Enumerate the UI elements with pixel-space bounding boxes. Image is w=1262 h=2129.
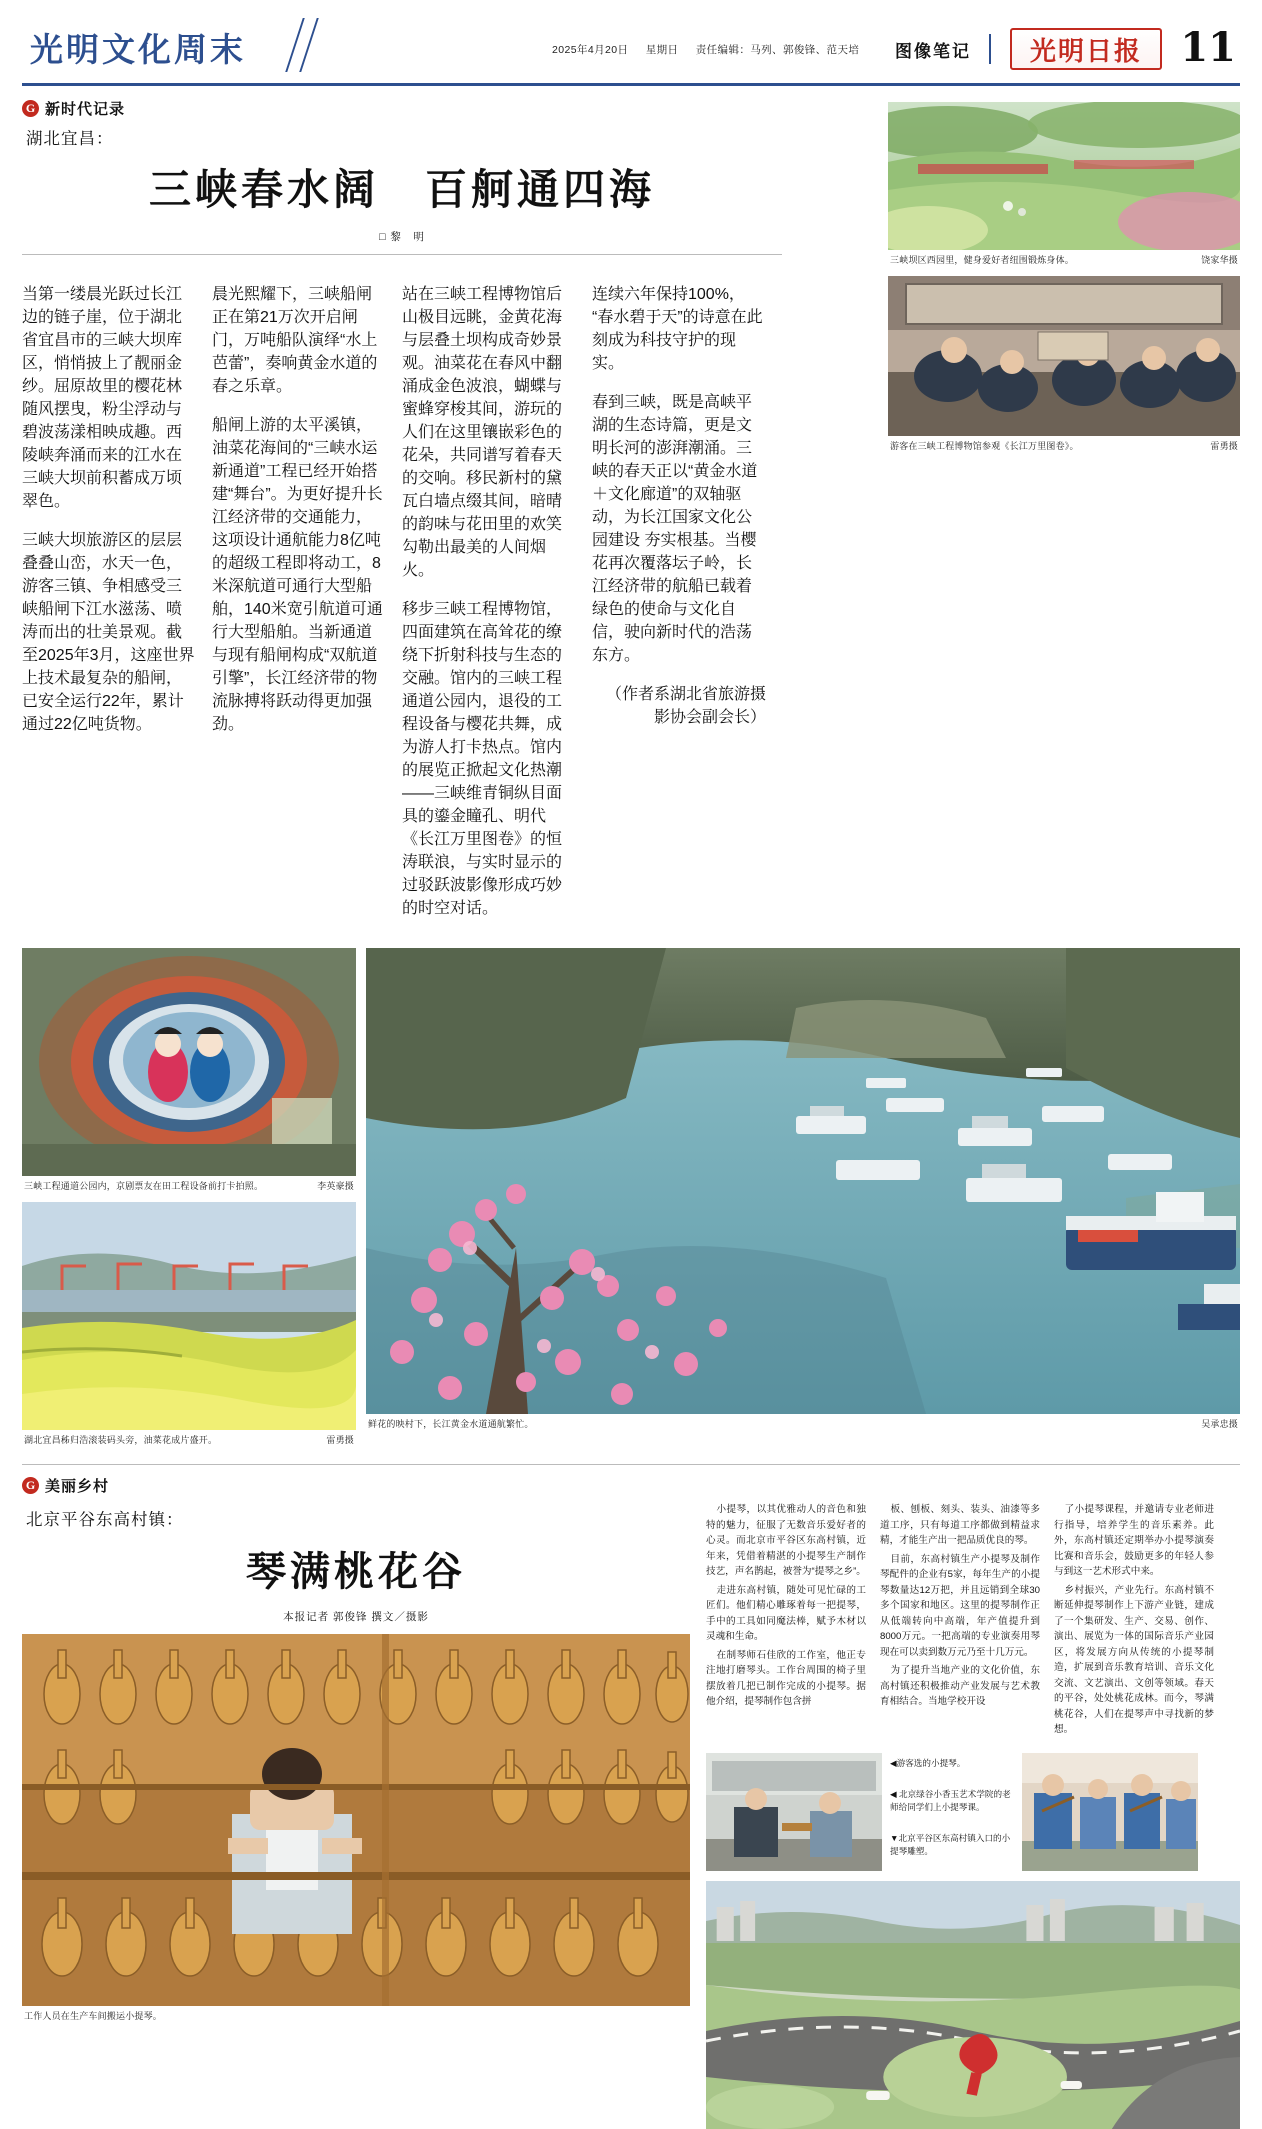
story1-label-text: 新时代记录 <box>45 101 126 118</box>
photo-museum-visitors <box>888 276 1240 436</box>
paragraph: 走进东高村镇，随处可见忙碌的工匠们。他们精心雕琢着每一把提琴，手中的工具如同魔法棒，赋予木材以灵魂和生命。 <box>706 1584 866 1643</box>
paragraph: 移步三峡工程博物馆，四面建筑在高耸花的缭绕下折射科技与生态的交融。馆内的三峡工程通道公园内，退役的工程设备与樱花共舞，成为游人打卡热点。馆内的展览正掀起文化热潮——三峡维青铜纵目面具的鎏金瞳孔、明代《长江万里图卷》的恒涛联浪，与实时显示的过驳跃波影像形成巧妙的时空对话。 <box>402 601 563 917</box>
photo-credit: 雷勇摄 <box>326 1435 354 1445</box>
photo-yangtze-ships-caption <box>366 1414 1240 1430</box>
paragraph: 了小提琴课程，并邀请专业老师进行指导，培养学生的音乐素养。此外，东高村镇还定期举办小提琴演奏比赛和音乐会，鼓励更多的年轻人参与到这一艺术形式中来。 <box>1054 1504 1214 1578</box>
section-name: 图像笔记 <box>877 34 991 64</box>
story2-photo-row <box>706 1753 1240 1871</box>
paragraph: 在制琴师石佳欣的工作室，他正专注地打磨琴头。工作台周围的椅子里摆放着几把已制作完成的小提琴。据他介绍，提琴制作包含拼 <box>706 1649 866 1708</box>
photo-violin-workshop <box>22 1634 690 2006</box>
photo-credit: 李英豪摄 <box>317 1181 354 1191</box>
paper-logo: 光明日报 <box>1010 28 1162 70</box>
photo-credit: 吴承忠摄 <box>1201 1419 1238 1429</box>
story-violin-village <box>22 1464 1240 2129</box>
paragraph: 乡村振兴，产业先行。东高村镇不断延伸提琴制作上下游产业链，建成了一个集研发、生产、交易、创作、演出、展览为一体的国际音乐产业园区，将发展方向从传统的小提琴制造，扩展到音乐教育培训、音乐文化交流、文艺演出、文创等领域。春天的平谷，处处桃花成林。而今，琴满桃花谷，人们在提琴声中寻找新的梦想。 <box>1054 1584 1214 1736</box>
story1-col-4 <box>592 265 766 934</box>
paragraph: 目前，东高村镇生产小提琴及制作琴配件的企业有5家，每年生产的小提琴数量达12万把，并且远销到全球30多个国家和地区。这里的提琴制作正从低端转向中高端，年产值提升到8000万元。一把高端的专业演奏用琴现在可以卖到数万元乃至十几万元。 <box>880 1553 1040 1658</box>
story1-left-block <box>22 98 782 934</box>
story1-section-label <box>22 98 782 119</box>
photo-opera-couple-caption <box>22 1176 356 1192</box>
editors: 责任编辑：马列、郭俊锋、范天培 <box>695 44 860 56</box>
guangming-badge-icon: G <box>22 100 39 117</box>
photo-violin-workshop-caption <box>22 2006 690 2022</box>
paragraph: 站在三峡工程博物馆后山极目远眺，金黄花海与层叠土坝构成奇妙景观。油菜花在春风中翻涌成金色波浪，蝴蝶与蜜蜂穿梭其间，游玩的人们在这里镶嵌彩色的花朵，共同谱写着春天的交响。移民新村的黛瓦白墙点缀其间，暗晴的韵味与花田里的欢笑勾勒出最美的人间烟火。 <box>402 286 563 579</box>
page-title: 光明文化周末 <box>30 30 246 69</box>
photo-xiling-park-caption <box>888 250 1240 266</box>
story2-col-1 <box>706 1502 866 1741</box>
photo-grid-right <box>366 948 1240 1446</box>
paragraph: 当第一缕晨光跃过长江边的链子崖，位于湖北省宜昌市的三峡大坝库区，悄悄披上了靓丽金纱。屈原故里的樱花林随风摆曳，粉尘浮动与碧波荡漾相映成趣。西陵峡奔涌而来的江水在三峡大坝前积蓄成万顷翠色。 <box>22 286 183 510</box>
newspaper-page <box>0 14 1262 2021</box>
guangming-badge-icon: G <box>22 1477 39 1494</box>
photo-museum-visitors-caption <box>888 436 1240 452</box>
paragraph: 船闸上游的太平溪镇，油菜花海间的“三峡水运新通道”工程已经开始搭建“舞台”。为更好提升长江经济带的交通能力，这项设计通航能力8亿吨的超级工程即将动工，8米深航道可通行大型船舶，140米宽引航道可通行大型船舶。当新通道与现有船闸构成“双航道引擎”，长江经济带的物流脉搏将跃动得更加强劲。 <box>212 417 383 733</box>
story1-photo-grid <box>22 948 1240 1446</box>
paragraph: 板、刨板、刻头、装头、油漆等多道工序，只有每道工序都做到精益求精，才能生产出一把品质优良的琴。 <box>880 1504 1040 1547</box>
photo-grid-left <box>22 948 356 1446</box>
story1-col-2 <box>212 265 386 934</box>
masthead-rule-2 <box>299 18 319 72</box>
story-three-gorges <box>22 98 1240 934</box>
story2-body <box>706 1502 1240 1741</box>
photo-student-violin-wrap <box>1022 1753 1198 1871</box>
weekday: 星期日 <box>645 44 679 56</box>
caption-text: 工作人员在生产车间搬运小提琴。 <box>24 2011 163 2021</box>
story2-byline: 本报记者 郭俊锋 撰文／摄影 <box>283 1611 429 1623</box>
story1-divider <box>22 254 782 255</box>
story1-body <box>22 265 782 934</box>
story2-left <box>22 1502 690 2129</box>
masthead <box>22 14 1240 86</box>
photo-rapeseed-port <box>22 1202 356 1430</box>
caption-text: 湖北宜昌秭归浩滚装码头旁，油菜花成片盛开。 <box>24 1435 218 1445</box>
story1-byline: □ 黎 明 <box>379 231 425 243</box>
story1-col-1 <box>22 265 196 934</box>
paragraph: 为了提升当地产业的文化价值，东高村镇还积极推动产业发展与艺术教育相结合。当地学校开设 <box>880 1665 1040 1708</box>
author-note: （作者系湖北省旅游摄影协会副会长） <box>605 686 766 726</box>
story2-section-label <box>22 1475 1240 1496</box>
paragraph: 晨光熙耀下，三峡船闸正在第21万次开启闸门，万吨船队演绎“水上芭蕾”，奏响黄金水道的春之乐章。 <box>212 286 378 395</box>
story2-kicker: 北京平谷东高村镇： <box>26 1511 184 1529</box>
photo-rapeseed-port-caption <box>22 1430 356 1446</box>
story2-inline-captions <box>890 1753 1014 1857</box>
story2-headline: 琴满桃花谷 <box>246 1548 466 1595</box>
photo-library-violin <box>706 1753 882 1871</box>
paragraph: 三峡大坝旅游区的层层叠叠山峦，水天一色，游客三镇、争相感受三峡船闸下江水滋荡、喷涛而出的壮美景观。截至2025年3月，这座世界上技术最复杂的船闸，已安全运行22年，累计通过22亿吨货物。 <box>22 532 195 733</box>
photo-library-violin-caption: ◀游客选的小提琴。 <box>890 1757 966 1768</box>
caption-text: 三峡工程通道公园内，京剧票友在田工程设备前打卡拍照。 <box>24 1181 264 1191</box>
story2-col-2 <box>880 1502 1040 1741</box>
paragraph: 小提琴，以其优雅动人的音色和独特的魅力，征服了无数音乐爱好者的心灵。而北京市平谷区东高村镇，近年来，凭借着精湛的小提琴生产制作技艺，声名鹊起，被誉为“提琴之乡”。 <box>706 1504 866 1578</box>
photo-yangtze-ships <box>366 948 1240 1414</box>
paragraph: 连续六年保持100%，“春水碧于天”的诗意在此刻成为科技守护的现实。 <box>592 286 763 372</box>
caption-text: 三峡坝区西园里，健身爱好者纽围锻炼身体。 <box>890 255 1075 265</box>
photo-credit: 饶家华摄 <box>1201 255 1238 265</box>
story2-col-3 <box>1054 1502 1214 1741</box>
story1-right-photos <box>888 102 1240 452</box>
photo-library-violin-wrap <box>706 1753 882 1871</box>
photo-xiling-park <box>888 102 1240 250</box>
story1-kicker: 湖北宜昌： <box>26 130 114 148</box>
story2-divider <box>22 1464 1240 1465</box>
masthead-meta <box>552 42 873 57</box>
photo-village-sculpture-caption: ▼北京平谷区东高村镇入口的小提琴雕塑。 <box>890 1832 1011 1856</box>
story2-right <box>706 1502 1240 2129</box>
story1-col-3 <box>402 265 576 934</box>
photo-opera-couple <box>22 948 356 1176</box>
caption-text: 游客在三峡工程博物馆参观《长江万里图卷》。 <box>890 441 1079 451</box>
photo-student-violin <box>1022 1753 1198 1871</box>
photo-student-violin-caption: ◀ 北京绿谷小香玉艺术学院的老师给同学们上小提琴课。 <box>890 1788 1011 1812</box>
caption-text: 鲜花的映村下，长江黄金水道通航繁忙。 <box>368 1419 534 1429</box>
paragraph: 春到三峡，既是高峡平湖的生态诗篇，更是文明长河的澎湃潮涌。三峡的春天正以“黄金水道＋文化廊道”的双轴驱动，为长江国家文化公园建设 夯实根基。当樱花再次覆落坛子岭，长江经济带的航船已载着绿色的使命与文化自信，驶向新时代的浩荡东方。 <box>592 394 758 664</box>
photo-village-sculpture <box>706 1881 1240 2129</box>
story2-label-text: 美丽乡村 <box>45 1478 110 1495</box>
story2-content <box>22 1502 1240 2129</box>
publish-date: 2025年4月20日 <box>552 44 629 56</box>
story1-headline: 三峡春水阔 百舸通四海 <box>148 165 655 214</box>
photo-credit: 雷勇摄 <box>1210 441 1238 451</box>
page-number: 11 <box>1180 24 1236 71</box>
